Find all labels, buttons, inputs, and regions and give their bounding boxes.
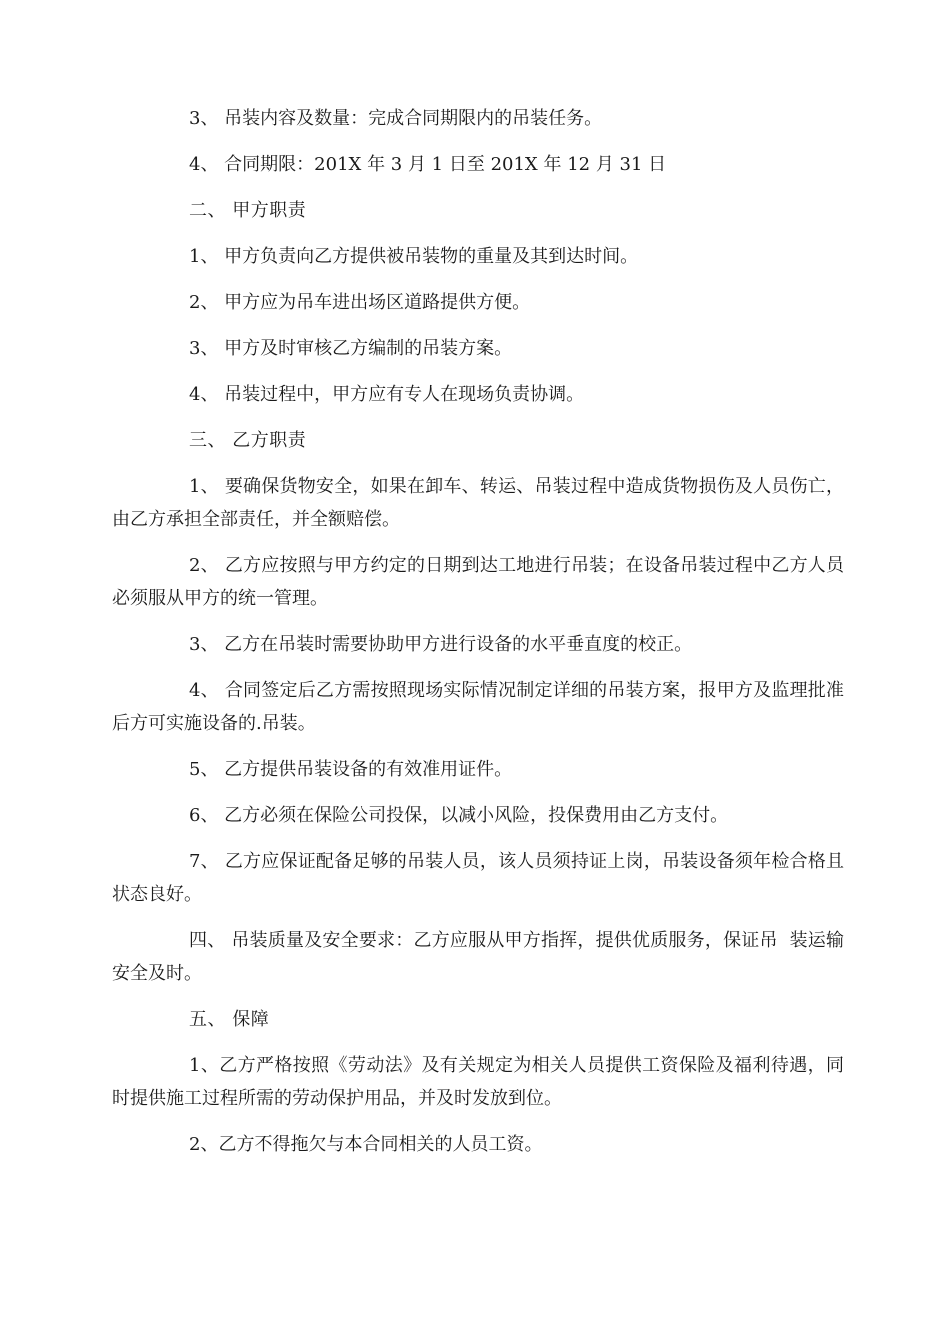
party-b-duty-4: 4、 合同签定后乙方需按照现场实际情况制定详细的吊装方案，报甲方及监理批准后方可实施设备的.吊装。 [112,680,844,734]
party-b-duty-2: 2、 乙方应按照与甲方约定的日期到达工地进行吊装；在设备吊装过程中乙方人员必须服从甲方的统一管理。 [112,555,844,609]
party-b-duty-5: 5、 乙方提供吊装设备的有效准用证件。 [189,759,513,780]
contract-body [112,102,844,1161]
party-b-duty-3: 3、 乙方在吊装时需要协助甲方进行设备的水平垂直度的校正。 [189,634,693,655]
section-5-heading: 五、 保障 [189,1009,270,1030]
clause-3-lifting-content: 3、 吊装内容及数量：完成合同期限内的吊装任务。 [189,108,603,129]
party-a-duty-3: 3、 甲方及时审核乙方编制的吊装方案。 [189,338,513,359]
party-b-duty-7: 7、 乙方应保证配备足够的吊装人员，该人员须持证上岗，吊装设备须年检合格且状态良好。 [112,851,844,905]
party-b-duty-6: 6、 乙方必须在保险公司投保，以减小风险，投保费用由乙方支付。 [189,805,729,826]
section-2-heading: 二、 甲方职责 [189,200,307,221]
guarantee-clause-2: 2、乙方不得拖欠与本合同相关的人员工资。 [189,1134,543,1155]
section-4-quality-safety: 四、 吊装质量及安全要求：乙方应服从甲方指挥，提供优质服务，保证吊 装运输安全及时。 [112,930,844,984]
party-b-duty-1: 1、 要确保货物安全，如果在卸车、转运、吊装过程中造成货物损伤及人员伤亡，由乙方承担全部责任，并全额赔偿。 [112,476,844,530]
clause-4-contract-term: 4、 合同期限：201X 年 3 月 1 日至 201X 年 12 月 31 日 [189,154,667,175]
party-a-duty-2: 2、 甲方应为吊车进出场区道路提供方便。 [189,292,531,313]
party-a-duty-4: 4、 吊装过程中，甲方应有专人在现场负责协调。 [189,384,585,405]
section-3-heading: 三、 乙方职责 [189,430,307,451]
guarantee-clause-1: 1、乙方严格按照《劳动法》及有关规定为相关人员提供工资保险及福利待遇，同时提供施工过程所需的劳动保护用品，并及时发放到位。 [112,1055,844,1109]
party-a-duty-1: 1、 甲方负责向乙方提供被吊装物的重量及其到达时间。 [189,246,639,267]
